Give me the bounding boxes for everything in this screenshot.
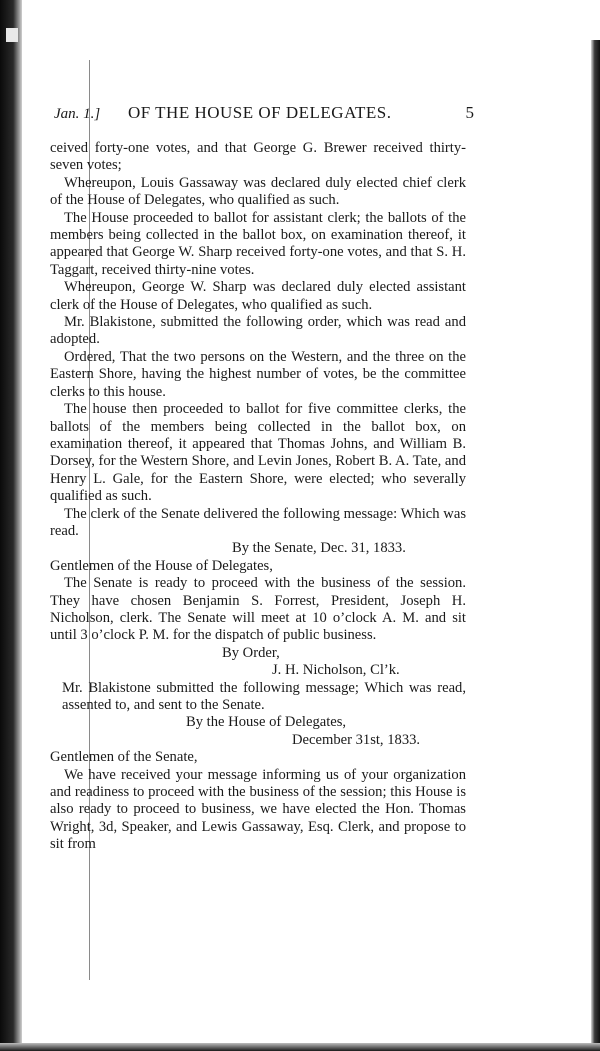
paragraph: ceived forty-one votes, and that George G. Brewer received thirty-seven votes; (50, 140, 466, 174)
paragraph: Whereupon, George W. Sharp was declared duly elected assistant clerk of the House of Delegates, who qualified as such. (50, 279, 466, 313)
paragraph: Ordered, That the two persons on the Western, and the three on the Eastern Shore, having the highest number of votes, be the committee clerks to this house. (50, 348, 466, 400)
paragraph: The house then proceeded to ballot for five committee clerks, the ballots of the members being collected in the ballot box, on examination thereof, it appeared that Thomas Johns, and William B. Dorsey, for the Western Shore, and Levin Jones, Robert B. A. Tate, and Henry L. Gale, for the Eastern Shore, were elected; who severally qualified as such. (50, 401, 466, 505)
message-dateline: By the Senate, Dec. 31, 1833. (232, 540, 406, 557)
header-date: Jan. 1.] (54, 106, 101, 122)
message-dateline: By the House of Delegates, (186, 714, 347, 731)
paragraph: The Senate is ready to proceed with the business of the session. They have chosen Benjamin S. Forrest, President, Joseph H. Nicholson, clerk. The Senate will meet at 10 o’clock A. M. and sit until 3 o’clock P. M. for the dispatch of public business. (50, 575, 466, 644)
salutation: Gentlemen of the House of Delegates, (50, 557, 273, 574)
message-date: December 31st, 1833. (292, 731, 421, 748)
scan-edge-bottom (0, 1043, 600, 1051)
running-header (54, 103, 474, 129)
page-number: 5 (465, 103, 474, 122)
paragraph: Whereupon, Louis Gassaway was declared duly elected chief clerk of the House of Delegates, who qualified as such. (50, 174, 466, 209)
paragraph: The House proceeded to ballot for assistant clerk; the ballots of the members being collected in the ballot box, on examination thereof, it appeared that George W. Sharp received forty-one votes, and that S. H. Taggart, received thirty-nine votes. (50, 209, 466, 278)
paragraph: The clerk of the Senate delivered the following message: Which was read. (50, 505, 466, 539)
paragraph: Mr. Blakistone submitted the following message; Which was read, assented to, and sent to the Senate. (62, 679, 466, 713)
page-body (50, 140, 466, 854)
scan-edge-left (0, 0, 22, 1051)
paragraph: Mr. Blakistone, submitted the following order, which was read and adopted. (50, 314, 466, 348)
paragraph: We have received your message informing us of your organization and readiness to proceed with the business of the session; this House is also ready to proceed to business, we have elected the Hon. Thomas Wright, 3d, Speaker, and Lewis Gassaway, Esq. Clerk, and propose to sit from (50, 766, 466, 853)
signature: J. H. Nicholson, Cl’k. (272, 662, 400, 679)
header-title: OF THE HOUSE OF DELEGATES. (128, 103, 392, 122)
signoff: By Order, (222, 644, 280, 661)
scan-edge-right (591, 40, 600, 1051)
salutation: Gentlemen of the Senate, (50, 749, 198, 766)
